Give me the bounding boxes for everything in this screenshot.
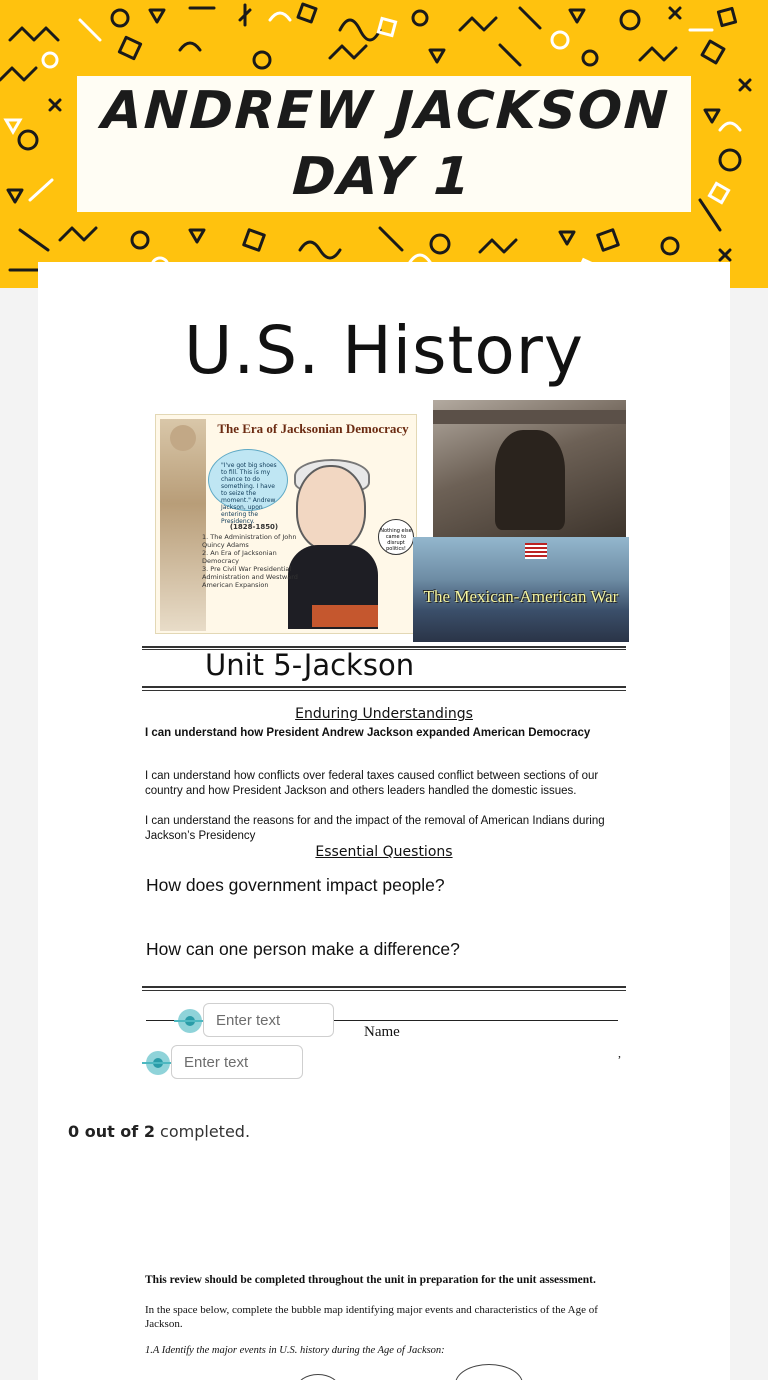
photo-figures bbox=[495, 430, 565, 530]
mexican-american-war-image bbox=[413, 537, 629, 642]
title-box bbox=[77, 76, 691, 212]
completion-suffix: completed. bbox=[154, 1122, 251, 1141]
historical-photo bbox=[433, 400, 626, 538]
essential-questions-heading: Essential Questions bbox=[315, 844, 453, 860]
name-text-input[interactable] bbox=[203, 1003, 334, 1037]
era-list-item: 2. An Era of Jacksonian Democracy bbox=[202, 549, 277, 565]
unit-title: Unit 5-Jackson bbox=[205, 648, 415, 682]
flag-icon bbox=[525, 543, 547, 559]
divider-line bbox=[142, 686, 626, 688]
input-pin-icon[interactable] bbox=[146, 1051, 170, 1075]
understanding-item: I can understand the reasons for and the impact of the removal of American Indians during Jackson’s Presidency bbox=[145, 815, 605, 842]
era-list-item: 3. Pre Civil War Presidential Administration and Westward American Expansion bbox=[202, 565, 298, 589]
name-underline bbox=[334, 1020, 618, 1021]
era-list-item: 1. The Administration of John Quincy Adams bbox=[202, 533, 297, 549]
completion-status bbox=[68, 1122, 250, 1141]
essential-question: How can one person make a difference? bbox=[146, 939, 460, 959]
war-caption: The Mexican-American War bbox=[423, 587, 619, 606]
history-collage-image bbox=[155, 400, 630, 645]
enduring-understandings-heading: Enduring Understandings bbox=[295, 706, 473, 722]
essential-question: How does government impact people? bbox=[146, 875, 445, 895]
era-years: (1828-1850) bbox=[229, 523, 279, 531]
understanding-item: I can understand how conflicts over federal taxes caused conflict between sections of our country and how President Jackson and others leaders handled the domestic issues. bbox=[145, 770, 599, 797]
politics-tag: Nothing else came to disrupt politics! bbox=[378, 519, 414, 555]
white-house-illustration bbox=[312, 605, 378, 627]
jacksonian-era-poster bbox=[155, 414, 417, 634]
name-label: Name bbox=[364, 1024, 400, 1040]
second-text-input[interactable] bbox=[171, 1045, 303, 1079]
comma-mark: , bbox=[618, 1046, 621, 1060]
header-banner bbox=[0, 0, 768, 288]
quote-bubble: "I've got big shoes to fill. This is my chance to do something. I have to seize the moment." Andrew Jackson, upon entering the Presidency. bbox=[208, 449, 288, 511]
completion-count: 0 out of 2 bbox=[68, 1122, 155, 1141]
era-list bbox=[202, 523, 306, 589]
era-title: The Era of Jacksonian Democracy bbox=[217, 421, 409, 436]
caricature-face bbox=[296, 465, 366, 551]
divider-line bbox=[142, 690, 626, 691]
review-instruction: In the space below, complete the bubble map identifying major events and characteristics of the Age of Jackson. bbox=[145, 1304, 598, 1330]
divider-line bbox=[142, 986, 626, 988]
page-title: ANDREW JACKSON DAY 1 bbox=[100, 81, 672, 207]
statue-figure bbox=[160, 419, 206, 631]
understanding-item: I can understand how President Andrew Jackson expanded American Democracy bbox=[145, 727, 591, 739]
input-pin-icon[interactable] bbox=[178, 1009, 202, 1033]
divider-line bbox=[142, 990, 626, 991]
worksheet-heading: U.S. History bbox=[184, 312, 584, 389]
photo-beam bbox=[433, 410, 626, 424]
review-objective: 1.A Identify the major events in U.S. history during the Age of Jackson: bbox=[145, 1345, 445, 1356]
review-intro: This review should be completed throughout the unit in preparation for the unit assessment. bbox=[145, 1274, 596, 1286]
